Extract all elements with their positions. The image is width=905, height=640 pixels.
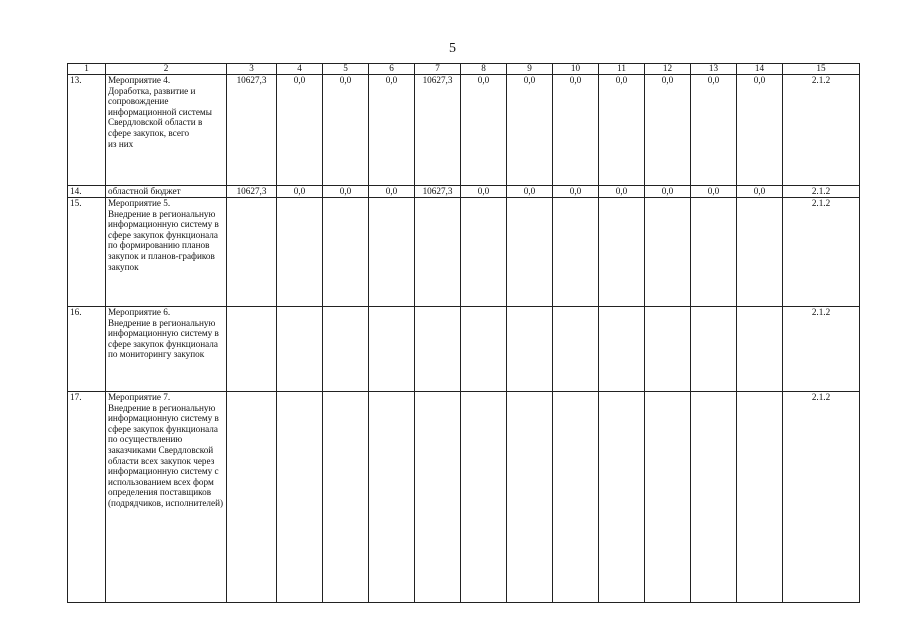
value-cell (323, 198, 369, 307)
activity-name: Мероприятие 6. Внедрение в региональную информационную систему в сфере закупок функционала по мониторингу закупок (106, 307, 227, 392)
value-cell: 0,0 (507, 75, 553, 186)
value-cell (645, 198, 691, 307)
activity-name: Мероприятие 7. Внедрение в региональную информационную систему в сфере закупок функционала по осуществлению заказчиками Свердловской области всех закупок через информационную систему с использованием всех форм определения поставщиков (подрядчиков, исполнителей) (106, 392, 227, 603)
value-cell (507, 198, 553, 307)
value-cell: 10627,3 (227, 75, 277, 186)
value-cell: 0,0 (737, 186, 783, 198)
value-cell (553, 392, 599, 603)
value-cell: 0,0 (645, 186, 691, 198)
row-number: 15. (68, 198, 106, 307)
value-cell: 0,0 (599, 186, 645, 198)
value-cell (553, 307, 599, 392)
value-cell (461, 198, 507, 307)
value-cell (415, 307, 461, 392)
value-cell (599, 198, 645, 307)
value-cell: 0,0 (277, 186, 323, 198)
value-cell (691, 392, 737, 603)
value-cell: 10627,3 (415, 186, 461, 198)
page-number: 5 (449, 41, 456, 56)
column-header: 1 (68, 64, 106, 75)
row-number: 14. (68, 186, 106, 198)
value-cell: 0,0 (553, 75, 599, 186)
column-header: 6 (369, 64, 415, 75)
target-code: 2.1.2 (783, 392, 860, 603)
value-cell: 0,0 (277, 75, 323, 186)
table-row (68, 392, 860, 603)
value-cell (645, 392, 691, 603)
column-header: 4 (277, 64, 323, 75)
value-cell (553, 198, 599, 307)
value-cell (737, 392, 783, 603)
value-cell: 0,0 (323, 186, 369, 198)
value-cell (369, 198, 415, 307)
value-cell: 0,0 (369, 75, 415, 186)
value-cell (737, 307, 783, 392)
value-cell (277, 307, 323, 392)
table-row (68, 198, 860, 307)
value-cell: 10627,3 (227, 186, 277, 198)
column-header: 8 (461, 64, 507, 75)
value-cell (507, 392, 553, 603)
target-code: 2.1.2 (783, 307, 860, 392)
column-header: 13 (691, 64, 737, 75)
value-cell (461, 307, 507, 392)
column-header: 5 (323, 64, 369, 75)
target-code: 2.1.2 (783, 198, 860, 307)
column-header: 10 (553, 64, 599, 75)
value-cell: 0,0 (737, 75, 783, 186)
row-number: 16. (68, 307, 106, 392)
column-header: 3 (227, 64, 277, 75)
column-header: 7 (415, 64, 461, 75)
target-code: 2.1.2 (783, 75, 860, 186)
value-cell (415, 392, 461, 603)
activity-name: областной бюджет (106, 186, 227, 198)
value-cell (277, 392, 323, 603)
value-cell: 0,0 (461, 75, 507, 186)
value-cell: 0,0 (323, 75, 369, 186)
row-number: 17. (68, 392, 106, 603)
value-cell (691, 307, 737, 392)
value-cell (691, 198, 737, 307)
value-cell: 0,0 (369, 186, 415, 198)
value-cell (369, 307, 415, 392)
value-cell (323, 392, 369, 603)
value-cell: 0,0 (599, 75, 645, 186)
target-code: 2.1.2 (783, 186, 860, 198)
value-cell: 0,0 (691, 186, 737, 198)
column-header: 9 (507, 64, 553, 75)
activity-name: Мероприятие 4. Доработка, развитие и сопровождение информационной системы Свердловской области в сфере закупок, всего из них (106, 75, 227, 186)
table-row (68, 186, 860, 198)
value-cell: 0,0 (461, 186, 507, 198)
program-table (67, 63, 860, 603)
value-cell (507, 307, 553, 392)
column-header: 11 (599, 64, 645, 75)
value-cell (461, 392, 507, 603)
value-cell (645, 307, 691, 392)
value-cell (737, 198, 783, 307)
activity-name: Мероприятие 5. Внедрение в региональную информационную систему в сфере закупок функционала по формированию планов закупок и планов-графиков закупок (106, 198, 227, 307)
value-cell: 0,0 (691, 75, 737, 186)
value-cell: 0,0 (507, 186, 553, 198)
header-row (68, 64, 860, 75)
column-header: 2 (106, 64, 227, 75)
value-cell (227, 392, 277, 603)
value-cell: 0,0 (553, 186, 599, 198)
column-header: 15 (783, 64, 860, 75)
value-cell (369, 392, 415, 603)
value-cell: 10627,3 (415, 75, 461, 186)
value-cell (227, 198, 277, 307)
column-header: 12 (645, 64, 691, 75)
value-cell (323, 307, 369, 392)
value-cell (599, 392, 645, 603)
row-number: 13. (68, 75, 106, 186)
table-row (68, 307, 860, 392)
column-header: 14 (737, 64, 783, 75)
value-cell (415, 198, 461, 307)
value-cell (599, 307, 645, 392)
value-cell (227, 307, 277, 392)
value-cell: 0,0 (645, 75, 691, 186)
table-row (68, 75, 860, 186)
value-cell (277, 198, 323, 307)
